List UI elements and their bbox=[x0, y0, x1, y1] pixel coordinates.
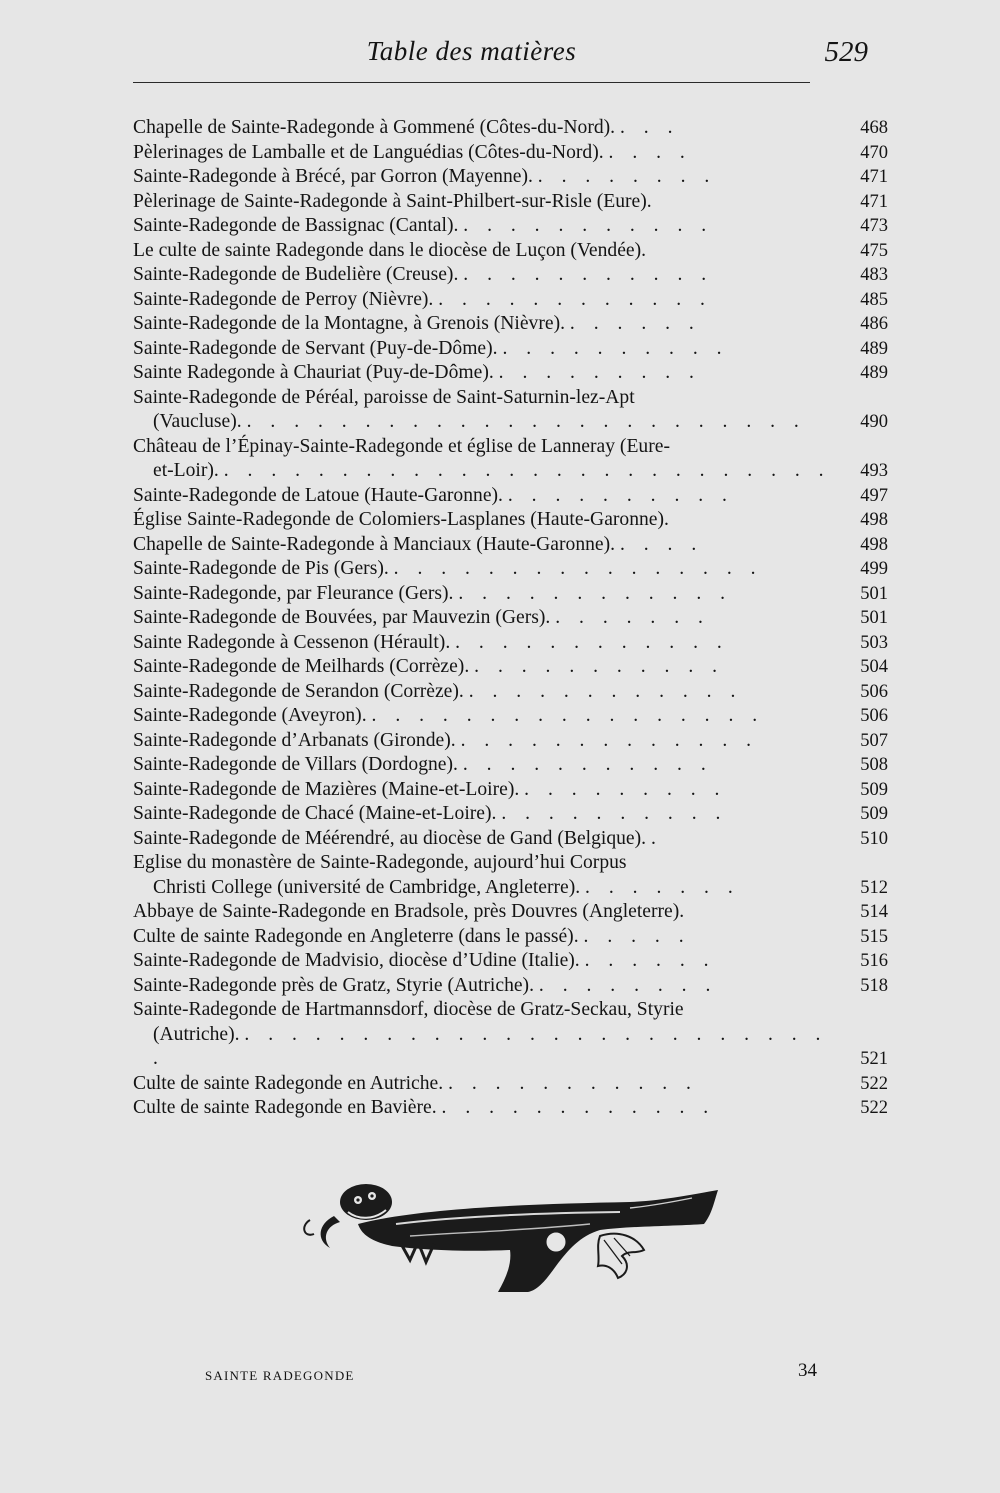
toc-entry bbox=[133, 680, 888, 705]
toc-page-number: 521 bbox=[860, 1049, 888, 1069]
toc-entry bbox=[133, 557, 888, 582]
toc-entry bbox=[133, 410, 888, 435]
toc-page-number: 522 bbox=[860, 1098, 888, 1118]
toc-entry-title: Sainte-Radegonde de Meilhards (Corrèze). bbox=[133, 656, 470, 677]
toc-page-number: 522 bbox=[860, 1073, 888, 1094]
toc-entry bbox=[133, 851, 888, 876]
toc-page-number: 493 bbox=[860, 461, 888, 481]
toc-entry-title: Christi College (université de Cambridge, Angleterre). bbox=[153, 876, 581, 898]
toc-entry bbox=[133, 802, 888, 827]
toc-dot-leader: . . . . . . . . . bbox=[524, 778, 727, 800]
toc-entry bbox=[133, 925, 888, 950]
toc-entry-text bbox=[133, 582, 833, 607]
toc-dot-leader: . . . . . . . . . . . bbox=[462, 754, 713, 775]
toc-entry bbox=[133, 827, 888, 852]
toc-page-number: 489 bbox=[860, 338, 888, 359]
toc-entry bbox=[133, 190, 888, 215]
toc-page-number: 512 bbox=[860, 877, 888, 898]
toc-entry-text bbox=[133, 508, 833, 533]
toc-entry-title: Culte de sainte Radegonde en Angleterre (dans le passé). bbox=[133, 925, 579, 947]
toc-entry bbox=[133, 214, 888, 239]
toc-entry-text bbox=[133, 974, 833, 999]
toc-page-number: 501 bbox=[860, 608, 888, 628]
toc-page-number: 516 bbox=[860, 951, 888, 971]
toc-page-number: 490 bbox=[860, 412, 888, 432]
toc-dot-leader: . . . . . . bbox=[584, 950, 716, 971]
toc-entry-title: Sainte-Radegonde à Brécé, par Gorron (Mayenne). bbox=[133, 166, 533, 187]
toc-dot-leader: . . . . . . . . . . . bbox=[463, 215, 714, 236]
toc-entry bbox=[133, 900, 888, 925]
toc-page-number: 506 bbox=[860, 706, 888, 726]
toc-entry bbox=[133, 606, 888, 631]
toc-dot-leader: . . . . . . . bbox=[585, 876, 740, 898]
toc-entry-title: Sainte-Radegonde de Perroy (Nièvre). bbox=[133, 288, 434, 310]
toc-page-number: 508 bbox=[860, 755, 888, 775]
toc-entry-text bbox=[133, 900, 833, 925]
toc-entry-text bbox=[133, 802, 833, 827]
toc-entry-text bbox=[133, 288, 833, 313]
toc-entry-text bbox=[133, 214, 833, 239]
toc-entry-text bbox=[133, 925, 833, 950]
toc-entry bbox=[133, 239, 888, 264]
toc-entry bbox=[133, 1096, 888, 1121]
toc-entry-text bbox=[133, 484, 833, 509]
toc-dot-leader: . . . . . . . . bbox=[537, 166, 717, 187]
toc-entry-text bbox=[133, 312, 833, 337]
toc-entry bbox=[133, 435, 888, 460]
toc-dot-leader: . . . . . . . . . . . . bbox=[458, 582, 733, 604]
toc-entry bbox=[133, 1072, 888, 1097]
toc-entry bbox=[133, 459, 888, 484]
toc-dot-leader: . bbox=[650, 827, 663, 849]
toc-dot-leader: . . . . . . . . . . . . bbox=[468, 680, 743, 702]
toc-dot-leader: . . . . . . bbox=[569, 313, 701, 334]
toc-entry bbox=[133, 729, 888, 754]
toc-entry bbox=[133, 998, 888, 1023]
toc-entry-text bbox=[133, 557, 833, 582]
toc-entry-title: Chapelle de Sainte-Radegonde à Gommené (Côtes-du-Nord). bbox=[133, 117, 616, 138]
toc-entry-text bbox=[133, 729, 833, 754]
toc-entry-title: Sainte Radegonde à Cessenon (Hérault). bbox=[133, 631, 451, 653]
toc-page-number: 475 bbox=[860, 240, 888, 261]
toc-entry-title: Église Sainte-Radegonde de Colomiers-Lasplanes (Haute-Garonne). bbox=[133, 509, 669, 530]
toc-dot-leader: . . . . . . . . . . . bbox=[448, 1072, 698, 1094]
toc-entry-text bbox=[133, 998, 833, 1023]
toc-page-number: 507 bbox=[860, 730, 888, 751]
toc-entry-title: Sainte-Radegonde de Servant (Puy-de-Dôme). bbox=[133, 337, 498, 359]
toc-entry-title: Sainte-Radegonde de Péréal, paroisse de Saint-Saturnin-lez-Apt bbox=[133, 386, 635, 408]
toc-entry bbox=[133, 386, 888, 411]
toc-entry-title: Sainte-Radegonde de Madvisio, diocèse d’Udine (Italie). bbox=[133, 950, 580, 971]
toc-dot-leader: . . . bbox=[619, 117, 680, 138]
toc-dot-leader: . . . . . . . . . . . bbox=[463, 264, 714, 285]
toc-entry-text bbox=[133, 410, 833, 435]
toc-entry-title: Pèlerinages de Lamballe et de Languédias (Côtes-du-Nord). bbox=[133, 141, 604, 163]
signature-mark: 34 bbox=[798, 1360, 817, 1381]
toc-page-number: 501 bbox=[860, 583, 888, 604]
toc-entry-title: (Vaucluse). bbox=[153, 411, 242, 432]
running-head bbox=[133, 30, 868, 83]
toc-entry-title: Sainte-Radegonde de Hartmannsdorf, diocèse de Gratz-Seckau, Styrie bbox=[133, 999, 684, 1020]
toc-dot-leader: . . . . . . . . . . . . . . . . bbox=[393, 558, 763, 579]
footer-book-title: SAINTE RADEGONDE bbox=[205, 1368, 355, 1383]
toc-entry bbox=[133, 533, 888, 558]
toc-entry-text bbox=[133, 1096, 833, 1121]
toc-entry-title: Sainte-Radegonde de la Montagne, à Grenois (Nièvre). bbox=[133, 313, 566, 334]
toc-page-number: 499 bbox=[860, 559, 888, 579]
toc-entry-title: Chapelle de Sainte-Radegonde à Manciaux (Haute-Garonne). bbox=[133, 533, 616, 555]
toc-entry-text bbox=[133, 655, 833, 680]
toc-entry-title: Abbaye de Sainte-Radegonde en Bradsole, près Douvres (Angleterre). bbox=[133, 901, 685, 922]
toc-page-number: 498 bbox=[860, 534, 888, 555]
toc-entry bbox=[133, 631, 888, 656]
toc-page-number: 497 bbox=[860, 485, 888, 506]
toc-dot-leader: . . . . . . . . . bbox=[498, 362, 701, 383]
toc-entry bbox=[133, 949, 888, 974]
toc-entry bbox=[133, 778, 888, 803]
toc-entry-title: (Autriche). bbox=[153, 1023, 240, 1045]
toc-entry-title: Sainte-Radegonde de Bassignac (Cantal). bbox=[133, 215, 459, 236]
toc-entry-text bbox=[133, 459, 833, 484]
toc-page-number: 470 bbox=[860, 142, 888, 163]
toc-entry-text bbox=[133, 386, 833, 411]
toc-page-number: 486 bbox=[860, 314, 888, 334]
toc-dot-leader: . . . . . . . . . . bbox=[507, 484, 734, 506]
toc-dot-leader: . . . . . . . . . . . bbox=[474, 656, 725, 677]
toc-dot-leader: . . . . . . . . . . bbox=[501, 803, 728, 824]
toc-page-number: 504 bbox=[860, 657, 888, 677]
toc-entry-text bbox=[133, 876, 833, 901]
toc-entry bbox=[133, 337, 888, 362]
toc-page-number: 509 bbox=[860, 779, 888, 800]
toc-entry-text bbox=[133, 239, 833, 264]
toc-entry-text bbox=[133, 704, 833, 729]
toc-entry-title: Sainte-Radegonde de Chacé (Maine-et-Loire). bbox=[133, 803, 497, 824]
toc-entry-title: Sainte Radegonde à Chauriat (Puy-de-Dôme). bbox=[133, 362, 494, 383]
toc-entry bbox=[133, 141, 888, 166]
toc-dot-leader: . . . . bbox=[608, 141, 692, 163]
toc-entry-text bbox=[133, 778, 833, 803]
toc-entry-title: Eglise du monastère de Sainte-Radegonde, aujourd’hui Corpus bbox=[133, 852, 627, 873]
toc-page-number: 471 bbox=[860, 167, 888, 187]
toc-entry-title: Sainte-Radegonde de Serandon (Corrèze). bbox=[133, 680, 464, 702]
toc-entry-title: Sainte-Radegonde de Latoue (Haute-Garonne). bbox=[133, 484, 503, 506]
toc-entry-title: et-Loir). bbox=[153, 460, 219, 481]
toc-entry-title: Sainte-Radegonde de Villars (Dordogne). bbox=[133, 754, 458, 775]
toc-page-number: 485 bbox=[860, 289, 888, 310]
toc-entry-text bbox=[133, 606, 833, 631]
toc-entry-text bbox=[133, 116, 833, 141]
toc-page-number: 515 bbox=[860, 926, 888, 947]
toc-entry-title: Sainte-Radegonde de Pis (Gers). bbox=[133, 558, 389, 579]
toc-entry-text bbox=[133, 949, 833, 974]
toc-page-number: 514 bbox=[860, 902, 888, 922]
toc-dot-leader: . . . . . . . . . . . . bbox=[441, 1097, 716, 1118]
toc-dot-leader: . . . . . . . . . . . . . . . . . . . . . . . . . . bbox=[153, 1023, 828, 1069]
toc-entry-title: Sainte-Radegonde d’Arbanats (Gironde). bbox=[133, 729, 456, 751]
toc-entry-title: Château de l’Épinay-Sainte-Radegonde et église de Lanneray (Eure- bbox=[133, 435, 670, 457]
toc-entry bbox=[133, 582, 888, 607]
toc-entry-text bbox=[133, 361, 833, 386]
toc-dot-leader: . . . . . . . . bbox=[538, 974, 718, 996]
toc-entry bbox=[133, 753, 888, 778]
toc-entry-title: Sainte-Radegonde (Aveyron). bbox=[133, 705, 367, 726]
toc-entry-text bbox=[133, 1023, 833, 1072]
toc-dot-leader: . . . . . . . . . . . . . . . . . bbox=[371, 705, 765, 726]
toc-entry-text bbox=[133, 680, 833, 705]
toc-entry-title: Sainte-Radegonde près de Gratz, Styrie (Autriche). bbox=[133, 974, 534, 996]
toc-dot-leader: . . . . . . . . . . . . . bbox=[460, 729, 759, 751]
toc-entry-text bbox=[133, 827, 833, 852]
toc-page-number: 503 bbox=[860, 632, 888, 653]
toc-entry-title: Sainte-Radegonde, par Fleurance (Gers). bbox=[133, 582, 454, 604]
page-title: Table des matières bbox=[366, 36, 577, 66]
toc-dot-leader: . . . . . bbox=[583, 925, 691, 947]
toc-entry-text bbox=[133, 141, 833, 166]
toc-dot-leader: . . . . bbox=[619, 533, 704, 555]
toc-entry bbox=[133, 484, 888, 509]
toc-entry-title: Sainte-Radegonde de Bouvées, par Mauvezin (Gers). bbox=[133, 607, 551, 628]
toc-entry bbox=[133, 876, 888, 901]
toc-entry-text bbox=[133, 263, 833, 288]
toc-page-number: 509 bbox=[860, 804, 888, 824]
toc-entry bbox=[133, 361, 888, 386]
page-number: 529 bbox=[824, 36, 868, 68]
toc-page-number: 498 bbox=[860, 510, 888, 530]
toc-page-number: 518 bbox=[860, 975, 888, 996]
toc-entry-text bbox=[133, 851, 833, 876]
toc-dot-leader: . . . . . . . . . . bbox=[502, 337, 729, 359]
toc-entry bbox=[133, 704, 888, 729]
toc-entry bbox=[133, 508, 888, 533]
table-of-contents bbox=[133, 116, 888, 1121]
toc-entry-title: Le culte de sainte Radegonde dans le diocèse de Luçon (Vendée). bbox=[133, 239, 647, 261]
toc-entry-title: Culte de sainte Radegonde en Autriche. bbox=[133, 1072, 444, 1094]
toc-entry-text bbox=[133, 753, 833, 778]
toc-entry-text bbox=[133, 337, 833, 362]
toc-dot-leader: . . . . . . . . . . . . . . . . . . . . . . . . . . bbox=[223, 460, 831, 481]
toc-dot-leader: . . . . . . . . . . . . bbox=[438, 288, 712, 310]
toc-dot-leader: . . . . . . . . . . . . bbox=[455, 631, 729, 653]
grotesque-beast-vignette-icon bbox=[300, 1180, 730, 1295]
toc-entry-text bbox=[133, 631, 833, 656]
toc-page-number: 506 bbox=[860, 681, 888, 702]
toc-page-number: 510 bbox=[860, 828, 888, 849]
toc-entry-title: Sainte-Radegonde de Mazières (Maine-et-Loire). bbox=[133, 778, 520, 800]
toc-page-number: 483 bbox=[860, 265, 888, 285]
toc-entry-title: Pèlerinage de Sainte-Radegonde à Saint-Philbert-sur-Risle (Eure). bbox=[133, 190, 652, 212]
toc-entry-title: Culte de sainte Radegonde en Bavière. bbox=[133, 1097, 437, 1118]
toc-page-number: 471 bbox=[860, 191, 888, 212]
toc-entry bbox=[133, 312, 888, 337]
toc-entry-text bbox=[133, 190, 833, 215]
toc-dot-leader: . . . . . . . . . . . . . . . . . . . . . . . . bbox=[246, 411, 806, 432]
toc-entry-text bbox=[133, 1072, 833, 1097]
toc-entry bbox=[133, 288, 888, 313]
toc-entry-title: Sainte-Radegonde de Méérendré, au diocèse de Gand (Belgique). bbox=[133, 827, 647, 849]
toc-page-number: 489 bbox=[860, 363, 888, 383]
toc-entry bbox=[133, 655, 888, 680]
toc-page-number: 473 bbox=[860, 216, 888, 236]
toc-entry-text bbox=[133, 165, 833, 190]
toc-page-number: 468 bbox=[860, 118, 888, 138]
toc-entry-text bbox=[133, 533, 833, 558]
toc-dot-leader: . . . . . . . bbox=[555, 607, 710, 628]
toc-entry-text bbox=[133, 435, 833, 460]
toc-entry bbox=[133, 116, 888, 141]
toc-entry bbox=[133, 165, 888, 190]
toc-entry bbox=[133, 263, 888, 288]
toc-entry bbox=[133, 1023, 888, 1072]
toc-entry bbox=[133, 974, 888, 999]
toc-entry-title: Sainte-Radegonde de Budelière (Creuse). bbox=[133, 264, 459, 285]
